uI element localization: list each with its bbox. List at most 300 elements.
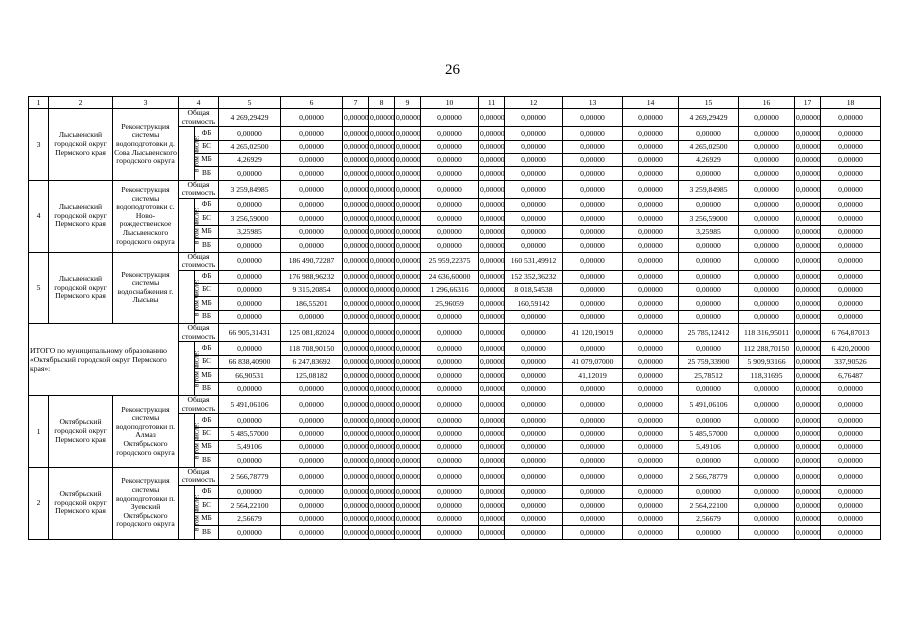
value-cell: 0,00000 [821, 440, 881, 453]
value-cell: 0,00000 [821, 153, 881, 166]
value-cell: 0,00000 [421, 140, 479, 153]
value-cell: 0,00000 [679, 342, 739, 355]
value-cell: 25 785,12412 [679, 324, 739, 342]
value-cell: 0,00000 [795, 198, 821, 211]
value-cell: 0,00000 [739, 127, 795, 140]
value-cell: 0,00000 [343, 153, 369, 166]
value-cell: 0,00000 [739, 198, 795, 211]
value-cell: 41,12019 [563, 369, 623, 382]
cost-type-total: Общая стоимость [179, 467, 219, 485]
value-cell: 0,00000 [369, 153, 395, 166]
value-cell: 0,00000 [281, 109, 343, 127]
value-cell: 0,00000 [563, 382, 623, 395]
vertical-label-text: в том числе: [192, 207, 201, 244]
value-cell: 0,00000 [623, 355, 679, 368]
value-cell: 0,00000 [281, 485, 343, 498]
value-cell: 0,00000 [739, 180, 795, 198]
value-cell: 2 564,22100 [219, 499, 281, 512]
value-cell: 0,00000 [343, 140, 369, 153]
value-cell: 5,49106 [679, 440, 739, 453]
value-cell: 0,00000 [421, 109, 479, 127]
value-cell: 0,00000 [369, 485, 395, 498]
value-cell: 0,00000 [479, 342, 505, 355]
value-cell: 3 256,59000 [679, 212, 739, 225]
table-row [29, 396, 881, 414]
value-cell: 0,00000 [795, 109, 821, 127]
value-cell: 0,00000 [821, 526, 881, 539]
cost-type: ВБ [195, 382, 219, 395]
value-cell: 0,00000 [421, 355, 479, 368]
value-cell: 0,00000 [795, 284, 821, 297]
row-number: 3 [29, 109, 49, 181]
value-cell: 2 564,22100 [679, 499, 739, 512]
value-cell: 0,00000 [795, 427, 821, 440]
value-cell: 0,00000 [679, 454, 739, 467]
value-cell: 0,00000 [821, 225, 881, 238]
value-cell: 0,00000 [505, 109, 563, 127]
value-cell: 0,00000 [505, 454, 563, 467]
value-cell: 0,00000 [821, 414, 881, 427]
value-cell: 0,00000 [369, 167, 395, 180]
value-cell: 0,00000 [623, 485, 679, 498]
value-cell: 0,00000 [821, 167, 881, 180]
vertical-label-text: в том числе: [192, 494, 201, 531]
table-row [29, 324, 881, 342]
value-cell: 0,00000 [479, 180, 505, 198]
value-cell: 0,00000 [421, 198, 479, 211]
cost-type: ВБ [195, 239, 219, 252]
value-cell: 0,00000 [219, 198, 281, 211]
value-cell: 0,00000 [505, 369, 563, 382]
value-cell: 0,00000 [795, 297, 821, 310]
value-cell: 0,00000 [505, 225, 563, 238]
value-cell: 0,00000 [343, 198, 369, 211]
value-cell: 0,00000 [369, 109, 395, 127]
value-cell: 0,00000 [739, 109, 795, 127]
value-cell: 0,00000 [421, 342, 479, 355]
project-name-cell: Реконструкция системы водоподготовки с. Ново-рождественское Лысьвенского городского округа [113, 180, 179, 252]
value-cell: 0,00000 [479, 284, 505, 297]
value-cell: 0,00000 [219, 414, 281, 427]
value-cell: 0,00000 [623, 512, 679, 525]
value-cell: 0,00000 [739, 225, 795, 238]
value-cell: 0,00000 [369, 396, 395, 414]
column-header: 4 [179, 97, 219, 109]
value-cell: 0,00000 [421, 454, 479, 467]
value-cell: 25,78512 [679, 369, 739, 382]
value-cell: 0,00000 [369, 467, 395, 485]
value-cell: 0,00000 [821, 297, 881, 310]
value-cell: 0,00000 [623, 440, 679, 453]
value-cell: 0,00000 [679, 252, 739, 270]
value-cell: 0,00000 [369, 440, 395, 453]
value-cell: 4 265,02500 [679, 140, 739, 153]
value-cell: 0,00000 [479, 512, 505, 525]
cost-type: ВБ [195, 310, 219, 323]
value-cell: 0,00000 [505, 512, 563, 525]
value-cell: 0,00000 [795, 414, 821, 427]
value-cell: 5 485,57000 [219, 427, 281, 440]
cost-type: ВБ [195, 167, 219, 180]
value-cell: 125 081,82024 [281, 324, 343, 342]
municipality-cell: Лысьвенский городской округ Пермского края [49, 109, 113, 181]
cost-type: МБ [195, 440, 219, 453]
value-cell: 0,00000 [369, 297, 395, 310]
value-cell: 0,00000 [795, 127, 821, 140]
value-cell: 0,00000 [623, 369, 679, 382]
cost-type: ФБ [195, 342, 219, 355]
value-cell: 0,00000 [395, 382, 421, 395]
value-cell: 0,00000 [795, 270, 821, 283]
value-cell: 0,00000 [563, 342, 623, 355]
row-number: 2 [29, 467, 49, 539]
value-cell: 0,00000 [281, 153, 343, 166]
value-cell: 0,00000 [505, 485, 563, 498]
value-cell: 0,00000 [563, 109, 623, 127]
value-cell: 0,00000 [505, 396, 563, 414]
value-cell: 0,00000 [395, 140, 421, 153]
vertical-label [179, 414, 201, 468]
value-cell: 0,00000 [395, 212, 421, 225]
value-cell: 0,00000 [281, 127, 343, 140]
value-cell: 0,00000 [343, 225, 369, 238]
value-cell: 0,00000 [219, 526, 281, 539]
cost-type-total: Общая стоимость [179, 109, 219, 127]
value-cell: 0,00000 [479, 440, 505, 453]
value-cell: 0,00000 [343, 324, 369, 342]
value-cell: 0,00000 [219, 485, 281, 498]
value-cell: 0,00000 [395, 342, 421, 355]
value-cell: 0,00000 [395, 369, 421, 382]
value-cell: 2 566,78779 [219, 467, 281, 485]
value-cell: 0,00000 [395, 512, 421, 525]
value-cell: 0,00000 [623, 252, 679, 270]
value-cell: 0,00000 [479, 153, 505, 166]
column-header: 1 [29, 97, 49, 109]
value-cell: 0,00000 [623, 167, 679, 180]
cost-type: БС [195, 427, 219, 440]
municipality-cell: Октябрьский городской округ Пермского края [49, 396, 113, 468]
value-cell: 0,00000 [479, 239, 505, 252]
value-cell: 0,00000 [369, 414, 395, 427]
value-cell: 0,00000 [395, 427, 421, 440]
value-cell: 3 256,59000 [219, 212, 281, 225]
value-cell: 0,00000 [739, 167, 795, 180]
value-cell: 0,00000 [821, 284, 881, 297]
value-cell: 0,00000 [369, 512, 395, 525]
value-cell: 0,00000 [479, 109, 505, 127]
value-cell: 0,00000 [219, 167, 281, 180]
value-cell: 118 708,90150 [281, 342, 343, 355]
value-cell: 1 296,66316 [421, 284, 479, 297]
value-cell: 0,00000 [821, 427, 881, 440]
value-cell: 0,00000 [505, 310, 563, 323]
column-header: 15 [679, 97, 739, 109]
value-cell: 0,00000 [421, 239, 479, 252]
value-cell: 2 566,78779 [679, 467, 739, 485]
value-cell: 0,00000 [395, 526, 421, 539]
value-cell: 0,00000 [739, 140, 795, 153]
value-cell: 186,55201 [281, 297, 343, 310]
value-cell: 0,00000 [795, 382, 821, 395]
value-cell: 24 636,60000 [421, 270, 479, 283]
value-cell: 0,00000 [421, 212, 479, 225]
value-cell: 0,00000 [281, 167, 343, 180]
value-cell: 0,00000 [623, 427, 679, 440]
value-cell: 0,00000 [739, 526, 795, 539]
value-cell: 0,00000 [479, 355, 505, 368]
column-header: 12 [505, 97, 563, 109]
value-cell: 0,00000 [563, 180, 623, 198]
value-cell: 6 247,83692 [281, 355, 343, 368]
value-cell: 4 265,02500 [219, 140, 281, 153]
value-cell: 0,00000 [343, 485, 369, 498]
cost-type: МБ [195, 369, 219, 382]
cost-type: БС [195, 212, 219, 225]
project-name-cell: Реконструкция системы водоподготовки п. Зуевский Октябрьского городского округа [113, 467, 179, 539]
value-cell: 0,00000 [281, 212, 343, 225]
value-cell: 2,56679 [679, 512, 739, 525]
value-cell: 152 352,36232 [505, 270, 563, 283]
value-cell: 0,00000 [421, 467, 479, 485]
value-cell: 0,00000 [739, 485, 795, 498]
value-cell: 0,00000 [563, 454, 623, 467]
value-cell: 0,00000 [795, 342, 821, 355]
value-cell: 0,00000 [563, 526, 623, 539]
value-cell: 0,00000 [369, 369, 395, 382]
value-cell: 0,00000 [479, 467, 505, 485]
value-cell: 0,00000 [369, 198, 395, 211]
value-cell: 0,00000 [343, 526, 369, 539]
value-cell: 0,00000 [369, 427, 395, 440]
value-cell: 0,00000 [343, 355, 369, 368]
value-cell: 0,00000 [395, 440, 421, 453]
project-name-cell: Реконструкция системы водоснабжения г. Лысьвы [113, 252, 179, 324]
value-cell: 125,08182 [281, 369, 343, 382]
vertical-label [179, 342, 201, 396]
cost-type: БС [195, 355, 219, 368]
value-cell: 0,00000 [281, 382, 343, 395]
table-row [29, 109, 881, 127]
value-cell: 0,00000 [795, 526, 821, 539]
value-cell: 6 764,87013 [821, 324, 881, 342]
value-cell: 0,00000 [623, 454, 679, 467]
value-cell: 0,00000 [421, 414, 479, 427]
column-header: 5 [219, 97, 281, 109]
value-cell: 0,00000 [739, 454, 795, 467]
value-cell: 0,00000 [739, 310, 795, 323]
project-name-cell: Реконструкция системы водоподготовки д. Сова Лысьвенского городского округа [113, 109, 179, 181]
value-cell: 0,00000 [395, 252, 421, 270]
value-cell: 0,00000 [219, 382, 281, 395]
value-cell: 0,00000 [343, 252, 369, 270]
value-cell: 0,00000 [821, 239, 881, 252]
value-cell: 0,00000 [343, 342, 369, 355]
value-cell: 0,00000 [479, 427, 505, 440]
value-cell: 0,00000 [479, 212, 505, 225]
value-cell: 0,00000 [343, 414, 369, 427]
value-cell: 0,00000 [563, 252, 623, 270]
value-cell: 0,00000 [623, 212, 679, 225]
value-cell: 0,00000 [421, 225, 479, 238]
value-cell: 0,00000 [739, 284, 795, 297]
value-cell: 160,59142 [505, 297, 563, 310]
value-cell: 0,00000 [623, 324, 679, 342]
value-cell: 0,00000 [369, 454, 395, 467]
value-cell: 0,00000 [623, 180, 679, 198]
value-cell: 0,00000 [421, 310, 479, 323]
cost-type: БС [195, 499, 219, 512]
column-header: 3 [113, 97, 179, 109]
value-cell: 0,00000 [679, 382, 739, 395]
value-cell: 2,56679 [219, 512, 281, 525]
value-cell: 0,00000 [563, 485, 623, 498]
value-cell: 0,00000 [821, 396, 881, 414]
value-cell: 0,00000 [821, 485, 881, 498]
column-header: 6 [281, 97, 343, 109]
value-cell: 0,00000 [821, 382, 881, 395]
value-cell: 0,00000 [563, 396, 623, 414]
value-cell: 0,00000 [369, 499, 395, 512]
value-cell: 0,00000 [281, 198, 343, 211]
column-header: 9 [395, 97, 421, 109]
value-cell: 0,00000 [821, 499, 881, 512]
value-cell: 0,00000 [679, 167, 739, 180]
value-cell: 0,00000 [479, 167, 505, 180]
value-cell: 0,00000 [623, 109, 679, 127]
value-cell: 0,00000 [679, 526, 739, 539]
value-cell: 0,00000 [395, 499, 421, 512]
value-cell: 0,00000 [563, 440, 623, 453]
value-cell: 0,00000 [821, 454, 881, 467]
value-cell: 0,00000 [343, 427, 369, 440]
value-cell: 0,00000 [795, 180, 821, 198]
value-cell: 0,00000 [343, 396, 369, 414]
table-row [29, 252, 881, 270]
cost-type: МБ [195, 153, 219, 166]
value-cell: 0,00000 [343, 467, 369, 485]
value-cell: 0,00000 [369, 239, 395, 252]
value-cell: 0,00000 [739, 414, 795, 427]
value-cell: 0,00000 [343, 180, 369, 198]
value-cell: 0,00000 [795, 369, 821, 382]
value-cell: 0,00000 [369, 127, 395, 140]
value-cell: 0,00000 [795, 396, 821, 414]
value-cell: 5 485,57000 [679, 427, 739, 440]
value-cell: 0,00000 [343, 297, 369, 310]
table-row [29, 467, 881, 485]
value-cell: 0,00000 [563, 140, 623, 153]
value-cell: 5 491,06106 [679, 396, 739, 414]
value-cell: 0,00000 [219, 342, 281, 355]
column-header: 13 [563, 97, 623, 109]
value-cell: 0,00000 [281, 396, 343, 414]
value-cell: 0,00000 [479, 485, 505, 498]
value-cell: 0,00000 [369, 212, 395, 225]
value-cell: 0,00000 [395, 454, 421, 467]
value-cell: 0,00000 [505, 499, 563, 512]
value-cell: 0,00000 [395, 153, 421, 166]
value-cell: 0,00000 [281, 239, 343, 252]
column-header: 17 [795, 97, 821, 109]
value-cell: 0,00000 [219, 252, 281, 270]
value-cell: 0,00000 [563, 284, 623, 297]
value-cell: 0,00000 [563, 297, 623, 310]
value-cell: 0,00000 [563, 239, 623, 252]
municipality-cell: Лысьвенский городской округ Пермского края [49, 180, 113, 252]
column-header: 16 [739, 97, 795, 109]
value-cell: 0,00000 [623, 153, 679, 166]
value-cell: 0,00000 [679, 127, 739, 140]
value-cell: 0,00000 [795, 499, 821, 512]
value-cell: 0,00000 [505, 440, 563, 453]
value-cell: 0,00000 [505, 180, 563, 198]
value-cell: 0,00000 [395, 310, 421, 323]
value-cell: 0,00000 [505, 127, 563, 140]
value-cell: 0,00000 [739, 512, 795, 525]
value-cell: 8 018,54538 [505, 284, 563, 297]
value-cell: 0,00000 [395, 396, 421, 414]
column-header: 2 [49, 97, 113, 109]
value-cell: 0,00000 [623, 140, 679, 153]
cost-type: ФБ [195, 414, 219, 427]
value-cell: 0,00000 [505, 239, 563, 252]
value-cell: 0,00000 [563, 127, 623, 140]
value-cell: 0,00000 [821, 270, 881, 283]
value-cell: 0,00000 [479, 310, 505, 323]
value-cell: 0,00000 [281, 454, 343, 467]
value-cell: 0,00000 [219, 454, 281, 467]
value-cell: 0,00000 [395, 127, 421, 140]
value-cell: 0,00000 [421, 369, 479, 382]
value-cell: 0,00000 [821, 127, 881, 140]
value-cell: 0,00000 [421, 396, 479, 414]
value-cell: 0,00000 [563, 499, 623, 512]
value-cell: 0,00000 [795, 252, 821, 270]
value-cell: 0,00000 [343, 440, 369, 453]
value-cell: 0,00000 [395, 270, 421, 283]
value-cell: 0,00000 [479, 297, 505, 310]
row-number: 1 [29, 396, 49, 468]
value-cell: 0,00000 [739, 440, 795, 453]
value-cell: 0,00000 [219, 270, 281, 283]
value-cell: 0,00000 [479, 369, 505, 382]
value-cell: 0,00000 [563, 310, 623, 323]
value-cell: 0,00000 [739, 153, 795, 166]
value-cell: 0,00000 [623, 396, 679, 414]
value-cell: 0,00000 [281, 225, 343, 238]
value-cell: 0,00000 [395, 467, 421, 485]
value-cell: 0,00000 [505, 467, 563, 485]
value-cell: 0,00000 [623, 467, 679, 485]
value-cell: 0,00000 [623, 342, 679, 355]
value-cell: 0,00000 [369, 324, 395, 342]
value-cell: 0,00000 [795, 324, 821, 342]
value-cell: 0,00000 [395, 109, 421, 127]
value-cell: 0,00000 [739, 270, 795, 283]
value-cell: 0,00000 [821, 140, 881, 153]
value-cell: 0,00000 [795, 440, 821, 453]
value-cell: 0,00000 [679, 310, 739, 323]
value-cell: 0,00000 [679, 297, 739, 310]
value-cell: 0,00000 [623, 127, 679, 140]
header-row [29, 97, 881, 109]
value-cell: 0,00000 [421, 180, 479, 198]
value-cell: 0,00000 [219, 310, 281, 323]
value-cell: 0,00000 [395, 180, 421, 198]
value-cell: 6,76487 [821, 369, 881, 382]
value-cell: 0,00000 [369, 270, 395, 283]
